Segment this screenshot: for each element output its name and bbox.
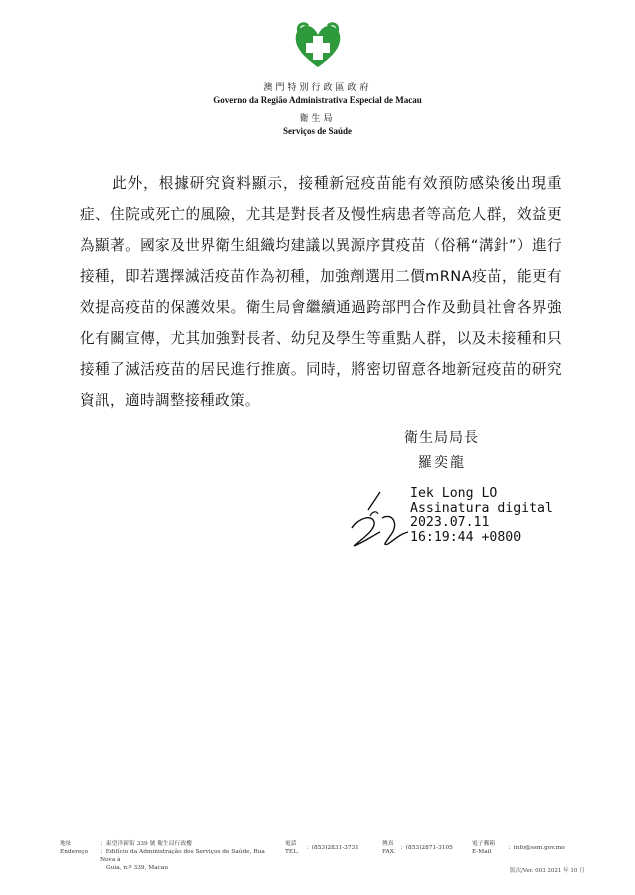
department-name-zh: 衛生局 xyxy=(299,114,336,124)
tel-value: ：(853)2831-3731 xyxy=(306,845,359,851)
department-name-pt: Serviços de Saúde xyxy=(282,126,352,136)
email-label-zh: 電子郵箱 xyxy=(472,841,496,847)
footer-address xyxy=(100,840,280,872)
footer-fax-labels xyxy=(382,840,396,856)
fax-value: ：(853)2871-3105 xyxy=(400,845,453,851)
government-name-pt: Governo da Região Administrativa Especial de Macau xyxy=(213,95,422,105)
tel-label-pt: TEL. xyxy=(285,849,299,855)
address-label-zh: 地址 xyxy=(60,841,72,847)
footer-email-labels xyxy=(472,840,495,856)
digital-signature-time: 16:19:44 +0800 xyxy=(410,529,522,545)
fax-label-zh: 傳真 xyxy=(382,841,394,847)
digital-signature-name: Iek Long LO xyxy=(410,486,498,501)
email-label-pt: E-Mail xyxy=(472,849,492,855)
footer-address-labels xyxy=(60,840,88,856)
body-paragraph: 此外，根據研究資料顯示，接種新冠疫苗能有效預防感染後出現重症、住院或死亡的風險，尤其是對長者及慢性病患者等高危人群，效益更為顯著。國家及世界衛生組織均建議以異源序貫疫苗（俗稱“溝針”）進行接種，即若選擇滅活疫苗作為初種，加強劑選用二價mRNA疫苗，能更有效提高疫苗的保護效果。衛生局會繼續通過跨部門合作及動員社會各界強化有關宣傳，尤其加強對長者、幼兒及學生等重點人群，以及未接種和只接種了滅活疫苗的居民進行推廣。同時，將密切留意各地新冠疫苗的研究資訊，適時調整接種政策。 xyxy=(80,175,562,409)
signatory-title: 衛生局局長 xyxy=(404,430,479,446)
address-pt-line1: ：Edifício da Administração dos Serviços de Saúde, Rua Nova à xyxy=(100,849,265,863)
tel-label-zh: 電話 xyxy=(285,841,297,847)
digital-signature-label: Assinatura digital xyxy=(410,500,553,516)
document-version: 版次/Ver. 003 2021 年 10 月 xyxy=(510,868,585,874)
signatory-name: 羅奕龍 xyxy=(418,455,466,471)
government-name-zh: 澳門特別行政區政府 xyxy=(263,83,372,93)
digital-signature-date: 2023.07.11 xyxy=(410,515,490,530)
footer-tel-labels xyxy=(285,840,299,856)
body-text xyxy=(80,168,562,416)
digital-signature-block xyxy=(410,487,553,545)
address-pt-line2: Guia, n.º 339, Macau xyxy=(106,865,169,871)
fax-label-pt: FAX. xyxy=(382,849,396,855)
address-label-pt: Endereço xyxy=(60,849,89,855)
email-value[interactable]: ：info@ssm.gov.mo xyxy=(508,845,565,851)
address-zh: ：東望洋新街 339 號 衛生局行政樓 xyxy=(100,841,192,847)
ssm-logo-icon xyxy=(294,22,342,68)
